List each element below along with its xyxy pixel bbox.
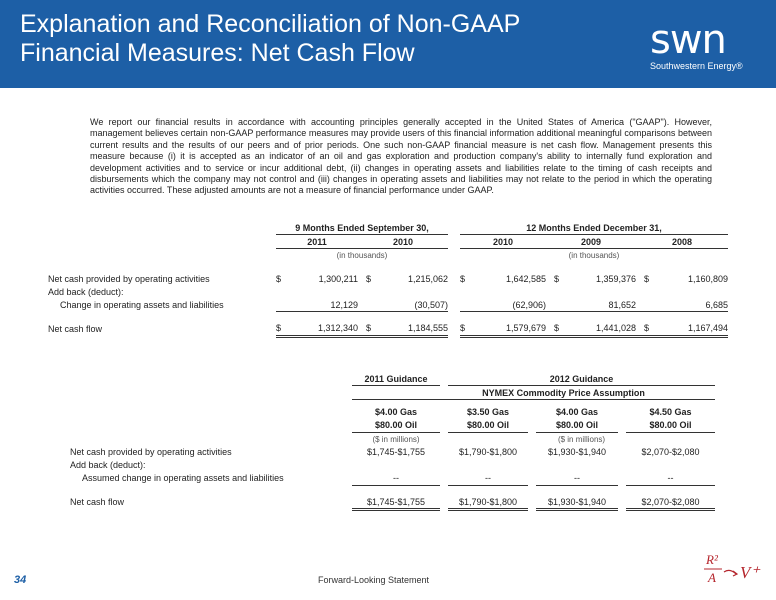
page-number: 34 [14, 574, 27, 586]
cell-value: 1,184,555 [372, 322, 448, 337]
oil-price: $80.00 Oil [448, 419, 528, 433]
year-header: 2010 [460, 235, 546, 249]
unit-label: (in thousands) [336, 251, 388, 260]
currency-symbol: $ [636, 322, 650, 337]
rav-logo-bottom: A [708, 570, 716, 585]
page-title [20, 10, 580, 68]
currency-symbol: $ [644, 273, 650, 284]
table2-group-row [70, 372, 715, 386]
table-row [48, 298, 728, 312]
table-row [70, 472, 715, 486]
gas-price: $4.00 Gas [374, 407, 418, 417]
table1-year-row [48, 235, 728, 249]
rav-logo-right: V⁺ [740, 563, 760, 582]
row-label: Net cash flow [70, 497, 125, 508]
cell-value: (30,507) [372, 298, 448, 312]
row-label: Net cash provided by operating activities [70, 447, 232, 457]
cell-value: 1,642,585 [505, 273, 546, 284]
table2-subgroup-row [70, 386, 715, 400]
row-label: Change in operating assets and liabilities [60, 299, 224, 310]
header-bar [0, 0, 776, 88]
cell-value: 81,652 [560, 298, 636, 312]
price-assumption-header: NYMEX Commodity Price Assumption [352, 386, 715, 400]
forward-looking-statement-link[interactable]: Forward-Looking Statement [318, 575, 430, 585]
table2-gas-row [70, 406, 715, 419]
cell-value: 1,167,494 [650, 322, 728, 337]
row-label: Add back (deduct): [70, 460, 146, 470]
title-line-2: Financial Measures: Net Cash Flow [20, 39, 415, 67]
title-line-1: Explanation and Reconciliation of Non-GAAP [20, 10, 521, 38]
table-row [70, 459, 715, 472]
gas-price: $3.50 Gas [466, 407, 510, 417]
cell-value: $1,745-$1,755 [366, 447, 426, 457]
gas-price: $4.50 Gas [649, 407, 692, 417]
unit-label: ($ in millions) [557, 434, 606, 444]
cell-value: 12,129 [290, 298, 358, 312]
unit-label: ($ in millions) [372, 434, 420, 444]
row-label: Assumed change in operating assets and liabilities [82, 473, 284, 484]
table-row [70, 495, 715, 510]
cell-value: 1,160,809 [687, 273, 728, 284]
currency-symbol: $ [460, 322, 476, 337]
table-row [48, 285, 728, 298]
rav-logo-top: R² [706, 552, 718, 567]
logo-text: swn [650, 17, 726, 63]
currency-symbol: $ [276, 273, 282, 284]
table1-unit-row [48, 249, 728, 263]
cell-value: $2,070-$2,080 [626, 495, 715, 510]
year-header: 2008 [636, 235, 728, 249]
table-row [70, 446, 715, 459]
cell-value: 1,579,679 [476, 322, 546, 337]
currency-symbol: $ [546, 322, 560, 337]
cell-value: -- [448, 472, 528, 486]
cell-value: $1,745-$1,755 [352, 495, 440, 510]
year-header: 2011 [276, 235, 358, 249]
cell-value: 1,312,340 [290, 322, 358, 337]
cell-value: 1,359,376 [595, 273, 636, 284]
cell-value: 6,685 [650, 298, 728, 312]
guidance-2011-header: 2011 Guidance [352, 372, 440, 386]
table1-group-12months: 12 Months Ended December 31, [460, 221, 728, 235]
currency-symbol: $ [460, 273, 466, 284]
oil-price: $80.00 Oil [626, 419, 715, 433]
currency-symbol: $ [366, 273, 372, 284]
year-header: 2009 [546, 235, 636, 249]
cell-value: -- [536, 472, 618, 486]
guidance-table [70, 372, 715, 511]
cell-value: (62,906) [476, 298, 546, 312]
cell-value: $2,070-$2,080 [641, 447, 700, 457]
swn-logo [650, 17, 760, 71]
cell-value: 1,300,211 [318, 273, 358, 284]
row-label: Add back (deduct): [48, 286, 124, 297]
cell-value: $1,930-$1,940 [536, 495, 618, 510]
intro-paragraph: We report our financial results in accordance with accounting principles generally accepted in the United States of America ("GAAP"). However, management believes certain non-GAAP performance measures may provide users of this financial information additional meaningful comparisons between current results and the results of our peers and of prior periods. One such non-GAAP financial measure is net cash flow. Management presents this measure because (i) it is accepted as an indicator of an oil and gas exploration and production company's ability to internally fund exploration and development activities and to service or incur additional debt, (ii) changes in operating assets and liabilities relate to the timing of cash receipts and disbursements which the company may not control and (iii) changes in operating assets and liabilities may not relate to the period in which the operating activities occurred. These adjusted amounts are not a measure of financial performance under GAAP. [90, 117, 712, 196]
table2-oil-row [70, 419, 715, 433]
table1-group-row [48, 221, 728, 235]
gas-price: $4.00 Gas [555, 407, 599, 417]
oil-price: $80.00 Oil [536, 419, 618, 433]
table2-unit-row [70, 432, 715, 446]
row-label: Net cash provided by operating activities [48, 273, 210, 284]
cell-value: -- [626, 472, 715, 486]
cell-value: $1,930-$1,940 [547, 447, 607, 457]
cell-value: $1,790-$1,800 [448, 495, 528, 510]
currency-symbol: $ [554, 273, 560, 284]
cell-value: 1,441,028 [560, 322, 636, 337]
cell-value: $1,790-$1,800 [458, 447, 518, 457]
year-header: 2010 [358, 235, 448, 249]
unit-label: (in thousands) [568, 251, 620, 260]
table1-group-9months: 9 Months Ended September 30, [276, 221, 448, 235]
rav-logo-icon [700, 546, 770, 592]
table-row [48, 272, 728, 285]
net-cash-flow-table [48, 221, 728, 338]
logo-subtext: Southwestern Energy® [650, 61, 743, 71]
oil-price: $80.00 Oil [352, 419, 440, 433]
cell-value: -- [352, 472, 440, 486]
currency-symbol: $ [358, 322, 372, 337]
table-row [48, 322, 728, 337]
guidance-2012-header: 2012 Guidance [448, 372, 715, 386]
cell-value: 1,215,062 [407, 273, 448, 284]
row-label: Net cash flow [48, 323, 103, 334]
currency-symbol: $ [276, 322, 290, 337]
